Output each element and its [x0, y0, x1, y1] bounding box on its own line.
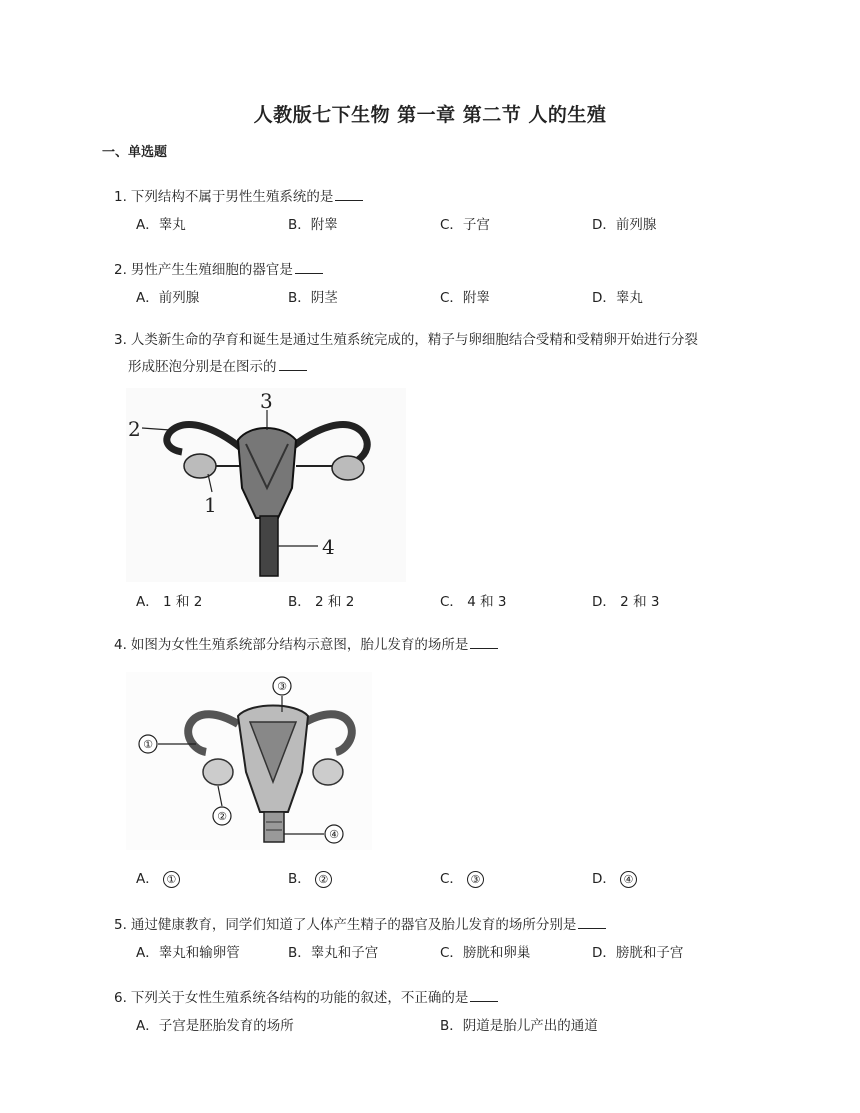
answer-blank: [295, 259, 323, 274]
question-text: 如图为女性生殖系统部分结构示意图，胎儿发育的场所是: [130, 637, 469, 653]
fig2-label-2: ②: [217, 810, 227, 823]
question-number: 2.: [114, 262, 127, 278]
answer-blank: [470, 634, 498, 649]
option-a[interactable]: A．前列腺: [136, 290, 200, 306]
question-text: 通过健康教育，同学们知道了人体产生精子的器官及胎儿发育的场所分别是: [130, 917, 577, 933]
fig1-label-4: 4: [322, 535, 335, 559]
option-d[interactable]: D． 2 和 3: [592, 594, 660, 610]
uterus-diagram-2: [126, 672, 372, 850]
question-3: [114, 327, 698, 381]
question-6: [114, 985, 498, 1012]
option-d[interactable]: D．睾丸: [592, 290, 643, 306]
option-b[interactable]: B．阴茎: [288, 290, 338, 306]
circled-3-mark: ③: [467, 871, 484, 888]
answer-blank: [578, 914, 606, 929]
question-number: 6.: [114, 990, 127, 1006]
uterus-diagram-1: [126, 388, 406, 582]
question-text-line2: 形成胚泡分别是在图示的: [128, 359, 277, 375]
question-5: [114, 912, 606, 939]
option-a[interactable]: A．睾丸和输卵管: [136, 945, 240, 961]
option-c[interactable]: C．附睾: [440, 290, 490, 306]
option-b[interactable]: B．睾丸和子宫: [288, 945, 379, 961]
question-number: 3.: [114, 332, 127, 348]
option-c[interactable]: C． ③: [440, 867, 484, 888]
circled-4-mark: ④: [620, 871, 637, 888]
page-title: 人教版七下生物 第一章 第二节 人的生殖: [253, 104, 607, 126]
circled-1-mark: ①: [163, 871, 180, 888]
option-b[interactable]: B． 2 和 2: [288, 594, 355, 610]
option-b[interactable]: B．附睾: [288, 217, 338, 233]
option-a[interactable]: A． ①: [136, 867, 180, 888]
section-heading: 一、单选题: [102, 145, 168, 160]
question-number: 5.: [114, 917, 127, 933]
question-1: [114, 184, 363, 211]
option-a[interactable]: A．睾丸: [136, 217, 186, 233]
question-number: 4.: [114, 637, 127, 653]
option-b[interactable]: B． ②: [288, 867, 332, 888]
fig2-label-3: ③: [277, 680, 287, 693]
answer-blank: [470, 987, 498, 1002]
fig2-label-1: ①: [143, 738, 153, 751]
answer-blank: [279, 356, 307, 371]
question-text: 下列关于女性生殖系统各结构的功能的叙述，不正确的是: [130, 990, 469, 1006]
question-text: 下列结构不属于男性生殖系统的是: [130, 189, 334, 205]
question-4: [114, 632, 498, 659]
fig2-label-4: ④: [329, 828, 339, 841]
option-d[interactable]: D．前列腺: [592, 217, 657, 233]
fig1-label-2: 2: [128, 417, 141, 441]
option-a[interactable]: A．子宫是胚胎发育的场所: [136, 1018, 294, 1034]
option-c[interactable]: C． 4 和 3: [440, 594, 507, 610]
question-2: [114, 257, 323, 284]
option-c[interactable]: C．子宫: [440, 217, 490, 233]
circled-2-mark: ②: [315, 871, 332, 888]
answer-blank: [335, 186, 363, 201]
option-d[interactable]: D．膀胱和子宫: [592, 945, 684, 961]
option-a[interactable]: A． 1 和 2: [136, 594, 203, 610]
question-number: 1.: [114, 189, 127, 205]
option-c[interactable]: C．膀胱和卵巢: [440, 945, 531, 961]
fig1-label-3: 3: [260, 389, 273, 413]
question-text-line1: 人类新生命的孕育和诞生是通过生殖系统完成的，精子与卵细胞结合受精和受精卵开始进行分裂: [130, 332, 698, 348]
option-b[interactable]: B．阴道是胎儿产出的通道: [440, 1018, 598, 1034]
question-text: 男性产生生殖细胞的器官是: [130, 262, 293, 278]
fig1-label-1: 1: [204, 493, 217, 517]
option-d[interactable]: D． ④: [592, 867, 637, 888]
